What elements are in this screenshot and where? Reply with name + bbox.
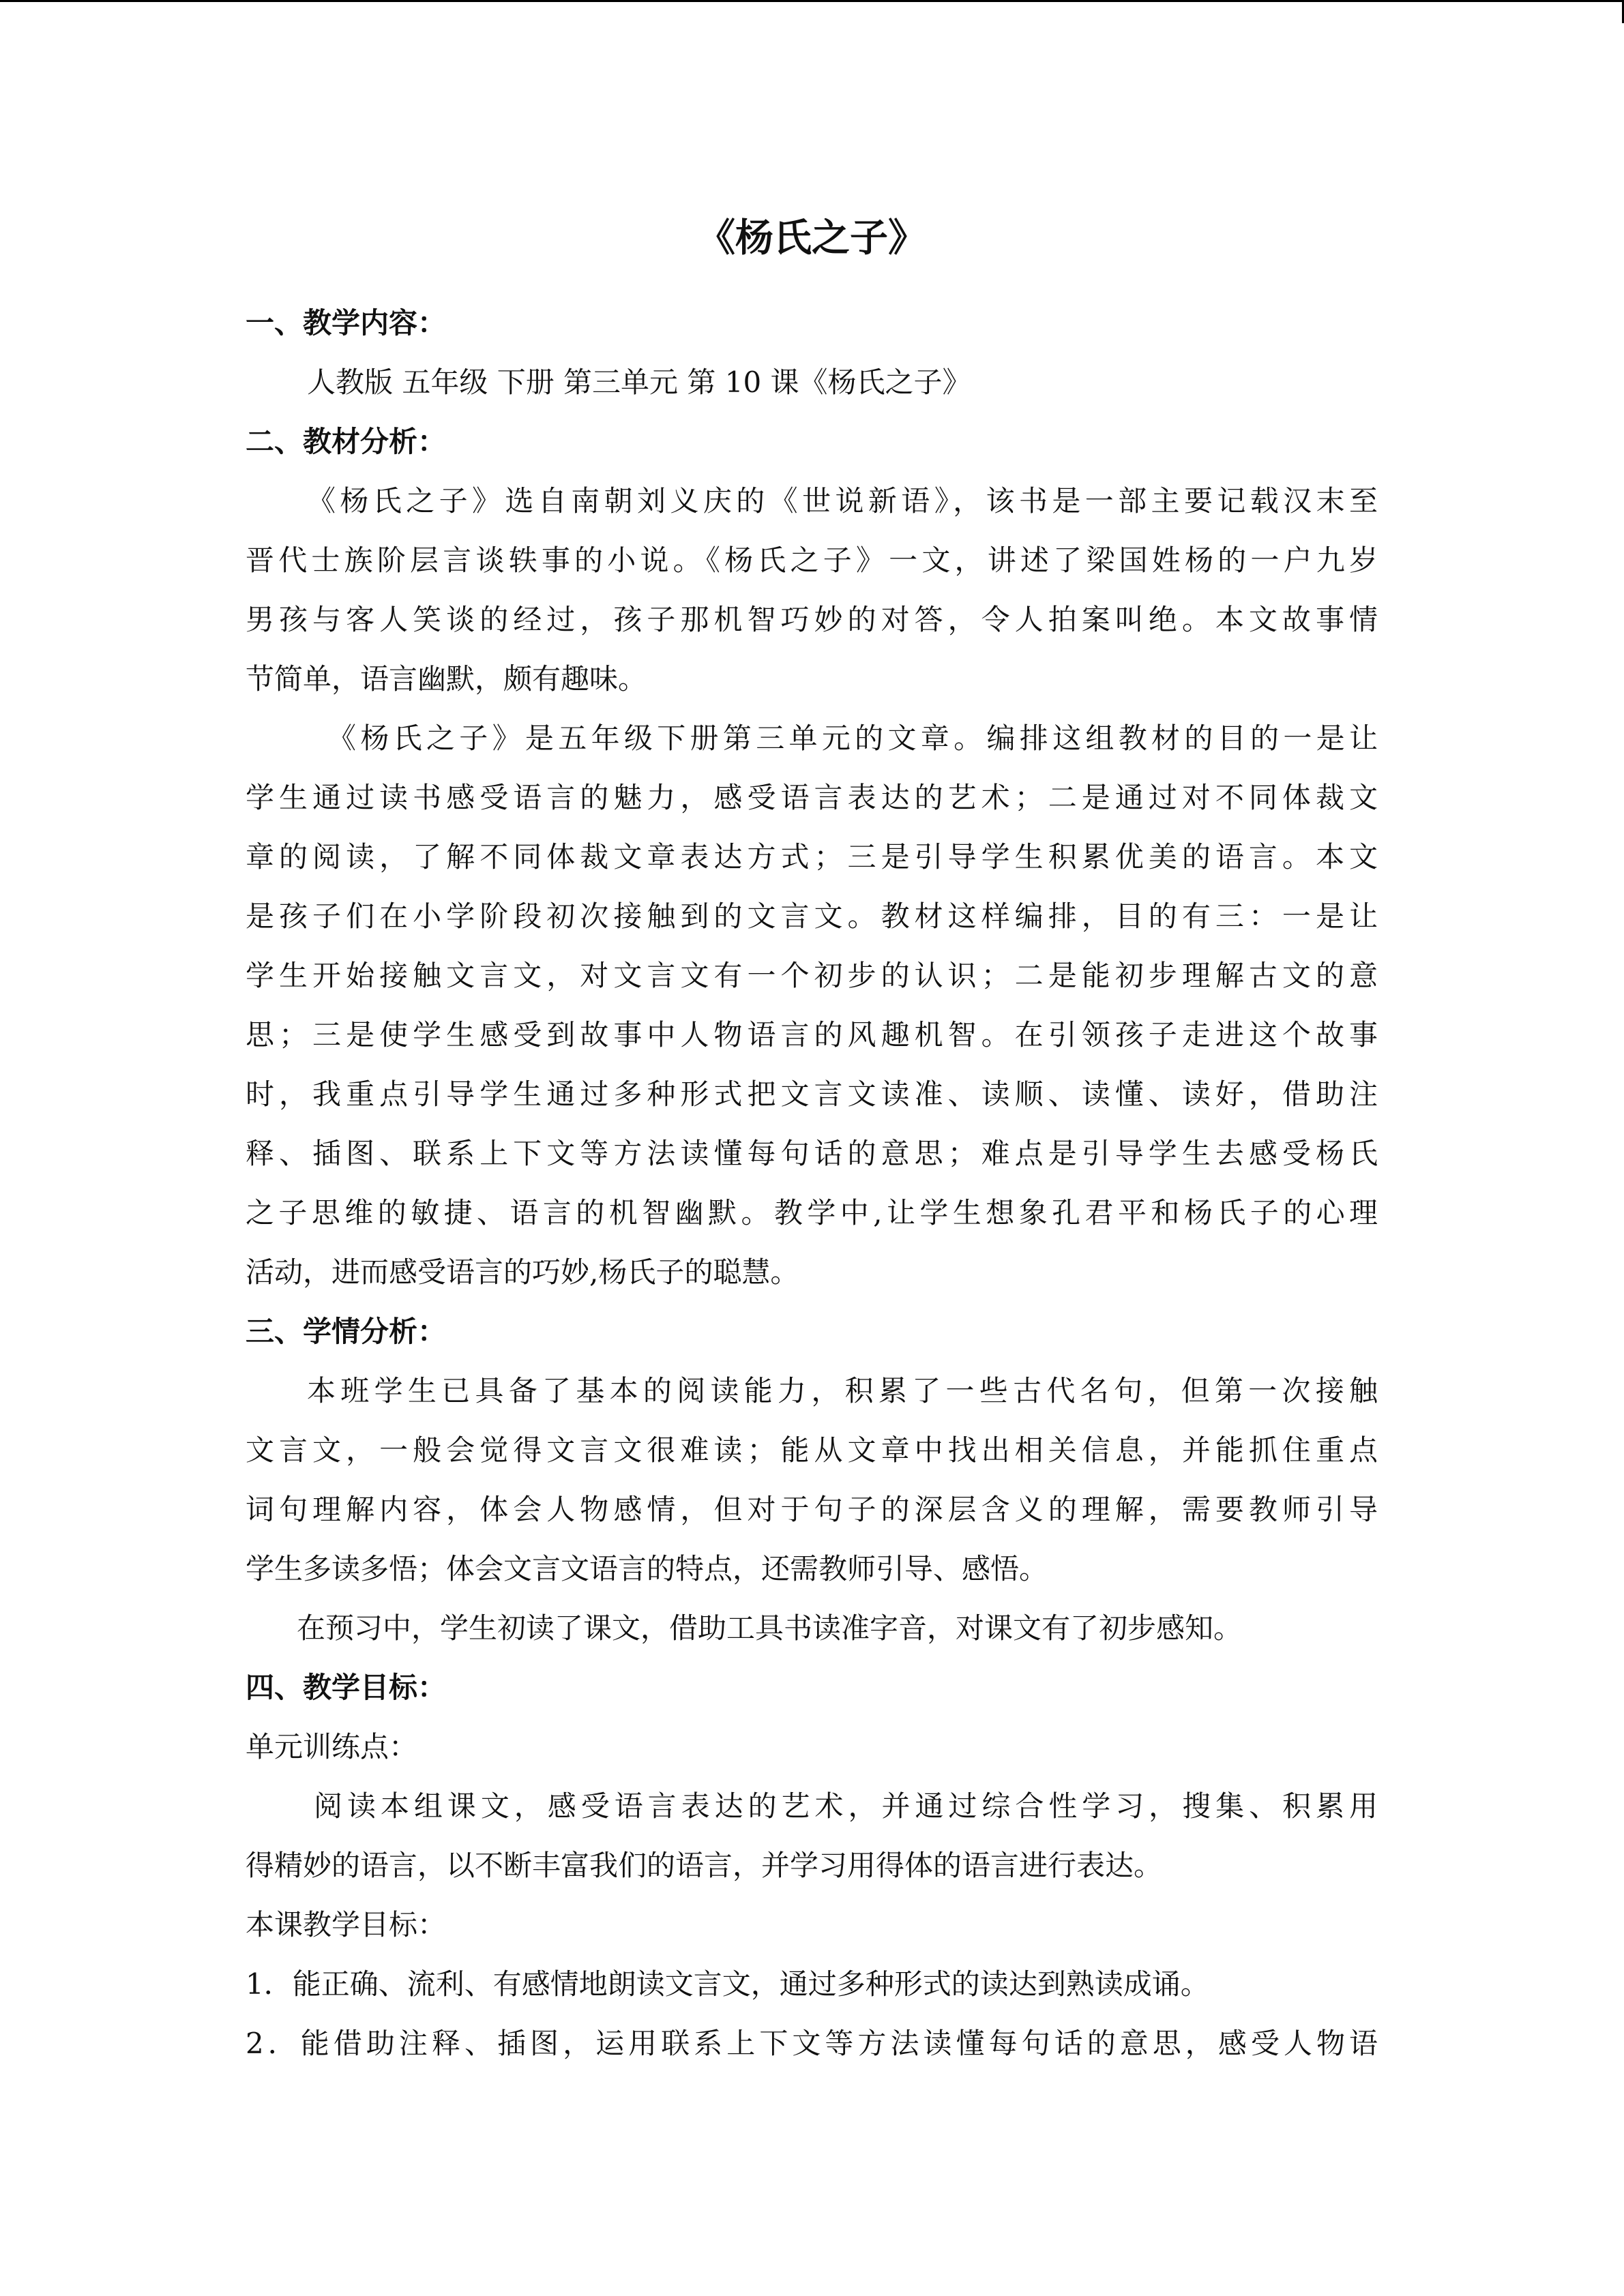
text-line: 《杨氏之子》是五年级下册第三单元的文章。编排这组教材的目的一是让 (327, 721, 1378, 755)
text-line: 时，我重点引导学生通过多种形式把文言文读准、读顺、读懂、读好，借助注 (246, 1077, 1378, 1111)
text-line: 之子思维的敏捷、语言的机智幽默。教学中,让学生想象孔君平和杨氏子的心理 (246, 1196, 1378, 1229)
unit-training-label: 单元训练点： (246, 1730, 418, 1763)
page-top-border (0, 0, 1624, 2)
text-line: 阅读本组课文，感受语言表达的艺术，并通过综合性学习，搜集、积累用 (314, 1789, 1378, 1823)
goal-item: 2．能借助注释、插图，运用联系上下文等方法读懂每句话的意思，感受人物语 (246, 2027, 1378, 2060)
document-page (246, 205, 1378, 2073)
goal-item: 1．能正确、流利、有感情地朗读文言文，通过多种形式的读达到熟读成诵。 (246, 1967, 1209, 2001)
lesson-goals-label: 本课教学目标： (246, 1908, 447, 1941)
text-line: 男孩与客人笑谈的经过，孩子那机智巧妙的对答，令人拍案叫绝。本文故事情 (246, 603, 1378, 636)
section-heading-goals: 四、教学目标： (246, 1671, 447, 1704)
document-title: 《杨氏之子》 (697, 216, 926, 260)
text-line: 在预习中，学生初读了课文，借助工具书读准字音，对课文有了初步感知。 (297, 1611, 1243, 1645)
text-line: 本班学生已具备了基本的阅读能力，积累了一些古代名句，但第一次接触 (307, 1374, 1378, 1407)
text-line: 释、插图、联系上下文等方法读懂每句话的意思；难点是引导学生去感受杨氏 (246, 1137, 1378, 1170)
text-line: 活动，进而感受语言的巧妙,杨氏子的聪慧。 (246, 1255, 799, 1289)
section-heading-analysis: 二、教材分析： (246, 425, 447, 458)
section-heading-students: 三、学情分析： (246, 1315, 447, 1348)
text-line: 思；三是使学生感受到故事中人物语言的风趣机智。在引领孩子走进这个故事 (246, 1018, 1378, 1052)
text-line: 文言文，一般会觉得文言文很难读；能从文章中找出相关信息，并能抓住重点 (246, 1433, 1378, 1467)
text-line: 晋代士族阶层言谈轶事的小说。《杨氏之子》一文，讲述了梁国姓杨的一户九岁 (246, 543, 1378, 577)
text-line: 是孩子们在小学阶段初次接触到的文言文。教材这样编排，目的有三：一是让 (246, 899, 1378, 933)
text-line: 词句理解内容，体会人物感情，但对于句子的深层含义的理解，需要教师引导 (246, 1493, 1378, 1526)
text-line: 得精妙的语言，以不断丰富我们的语言，并学习用得体的语言进行表达。 (246, 1849, 1163, 1882)
text-line: 章的阅读，了解不同体裁文章表达方式；三是引导学生积累优美的语言。本文 (246, 840, 1378, 874)
text-line: 学生通过读书感受语言的魅力，感受语言表达的艺术；二是通过对不同体裁文 (246, 781, 1378, 814)
text-line: 《杨氏之子》选自南朝刘义庆的《世说新语》，该书是一部主要记载汉末至 (307, 484, 1378, 518)
text-line: 节简单，语言幽默，颇有趣味。 (246, 662, 647, 696)
text-line: 学生多读多悟；体会文言文语言的特点，还需教师引导、感悟。 (246, 1552, 1048, 1585)
section-heading-content: 一、教学内容： (246, 306, 447, 340)
text-line: 学生开始接触文言文，对文言文有一个初步的认识；二是能初步理解古文的意 (246, 959, 1378, 992)
text-line: 人教版 五年级 下册 第三单元 第 10 课《杨氏之子》 (307, 366, 971, 399)
